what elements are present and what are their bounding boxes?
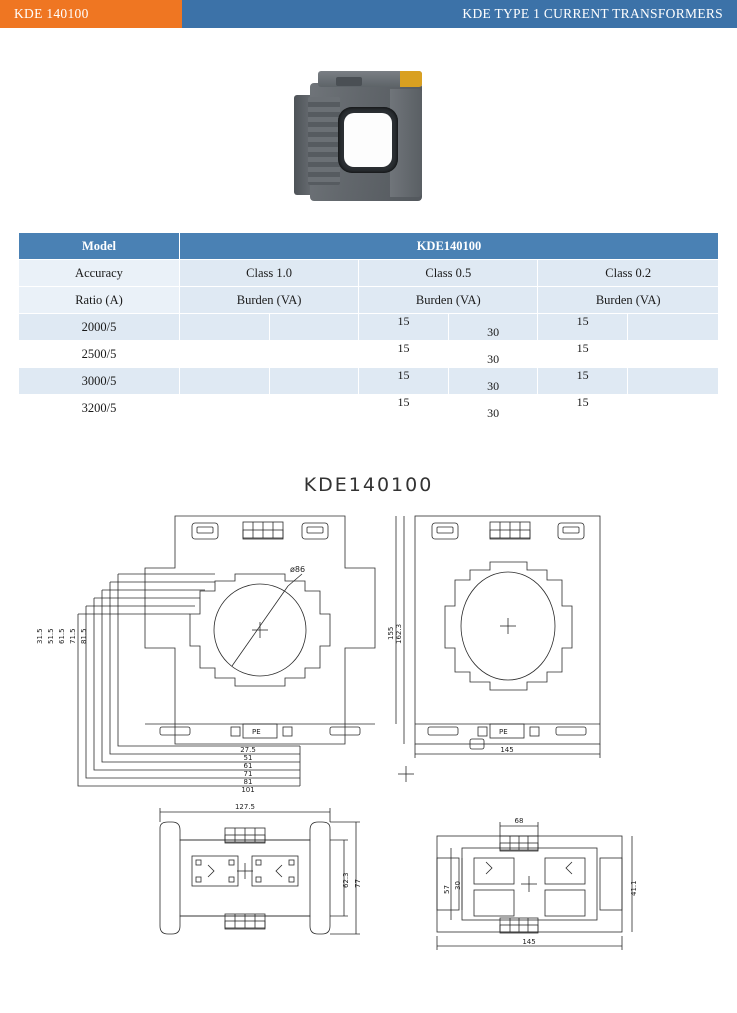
top-view bbox=[160, 808, 360, 934]
table-row bbox=[19, 341, 719, 368]
header-model-code: KDE 140100 bbox=[0, 0, 182, 28]
burden-c05-a: 15 bbox=[359, 395, 449, 422]
dim-hole-diameter: ø86 bbox=[290, 565, 306, 574]
front-pe-label: PE bbox=[252, 728, 261, 736]
dim-bus-81-5: 81.5 bbox=[80, 628, 88, 644]
dim-top-77: 77 bbox=[354, 879, 362, 888]
bottom-view bbox=[437, 822, 632, 950]
photo-orange-tab bbox=[400, 71, 422, 87]
ratio-value: 2500/5 bbox=[19, 341, 180, 368]
burden-c02-a: 15 bbox=[538, 368, 628, 395]
dim-bus-31-5: 31.5 bbox=[36, 628, 44, 644]
accuracy-class-1: Class 1.0 bbox=[180, 260, 359, 287]
header-title: KDE TYPE 1 CURRENT TRANSFORMERS bbox=[182, 0, 737, 28]
burden-c02-a: 15 bbox=[538, 314, 628, 341]
dim-bottom-68: 68 bbox=[514, 817, 524, 825]
dim-bottom-145: 145 bbox=[522, 938, 536, 946]
table-row-model bbox=[19, 233, 719, 260]
technical-drawings bbox=[0, 496, 737, 966]
burden-c02-b bbox=[627, 395, 718, 422]
drawing-title: KDE140100 bbox=[303, 474, 434, 496]
dim-bus-71-5: 71.5 bbox=[69, 628, 77, 644]
model-header: Model bbox=[19, 233, 180, 260]
ratio-value: 3000/5 bbox=[19, 368, 180, 395]
product-photo-area bbox=[0, 32, 737, 232]
burden-c02-b bbox=[627, 368, 718, 395]
dim-bottom-57: 57 bbox=[443, 885, 451, 894]
dim-top-62-3: 62.3 bbox=[342, 872, 350, 888]
side-view bbox=[396, 516, 600, 782]
page-header bbox=[0, 0, 737, 28]
ratio-value: 3200/5 bbox=[19, 395, 180, 422]
burden-label-1: Burden (VA) bbox=[180, 287, 359, 314]
dim-bottom-30: 30 bbox=[454, 881, 462, 890]
burden-c05-a: 15 bbox=[359, 341, 449, 368]
burden-c05-a: 15 bbox=[359, 314, 449, 341]
burden-c05-b: 30 bbox=[448, 368, 538, 395]
burden-c10-a bbox=[180, 395, 270, 422]
table-row bbox=[19, 314, 719, 341]
dimension-labels bbox=[36, 565, 638, 946]
burden-c05-b: 30 bbox=[448, 395, 538, 422]
burden-c10-a bbox=[180, 314, 270, 341]
table-row bbox=[19, 368, 719, 395]
dim-side-162-3: 162.3 bbox=[395, 623, 403, 644]
burden-c05-b: 30 bbox=[448, 314, 538, 341]
model-value: KDE140100 bbox=[180, 233, 719, 260]
dim-bottom-71: 71 bbox=[243, 770, 253, 778]
dim-bottom-101: 101 bbox=[241, 786, 255, 794]
burden-c02-b bbox=[627, 314, 718, 341]
photo-window-inner bbox=[344, 113, 392, 167]
dim-top-127-5: 127.5 bbox=[234, 803, 256, 811]
burden-c05-b: 30 bbox=[448, 341, 538, 368]
photo-window-aperture bbox=[338, 107, 398, 173]
photo-top-bar bbox=[318, 71, 422, 87]
accuracy-class-2: Class 0.5 bbox=[359, 260, 538, 287]
dim-side-145: 145 bbox=[500, 746, 514, 754]
burden-c10-b bbox=[269, 341, 359, 368]
dim-bus-61-5: 61.5 bbox=[58, 628, 66, 644]
dim-bus-51-5: 51.5 bbox=[47, 628, 55, 644]
photo-ribs bbox=[308, 97, 340, 185]
spec-table-wrap bbox=[0, 232, 737, 422]
side-pe-label: PE bbox=[499, 728, 508, 736]
current-transformer-photo bbox=[294, 55, 444, 210]
burden-c02-a: 15 bbox=[538, 395, 628, 422]
ratio-value: 2000/5 bbox=[19, 314, 180, 341]
burden-c10-b bbox=[269, 395, 359, 422]
table-row bbox=[19, 395, 719, 422]
burden-c10-a bbox=[180, 368, 270, 395]
table-row-burden bbox=[19, 287, 719, 314]
burden-label-3: Burden (VA) bbox=[538, 287, 719, 314]
dim-bottom-27-5: 27.5 bbox=[240, 746, 256, 754]
dim-bottom-41-1: 41.1 bbox=[630, 880, 638, 896]
burden-c10-a bbox=[180, 341, 270, 368]
burden-c10-b bbox=[269, 368, 359, 395]
specification-table bbox=[18, 232, 719, 422]
dim-bottom-61: 61 bbox=[243, 762, 253, 770]
dim-bottom-51: 51 bbox=[243, 754, 253, 762]
dim-bottom-81: 81 bbox=[243, 778, 253, 786]
accuracy-label: Accuracy bbox=[19, 260, 180, 287]
front-view bbox=[78, 516, 375, 786]
burden-c02-b bbox=[627, 341, 718, 368]
table-row-accuracy bbox=[19, 260, 719, 287]
burden-label-2: Burden (VA) bbox=[359, 287, 538, 314]
ratio-label: Ratio (A) bbox=[19, 287, 180, 314]
photo-terminal-block bbox=[336, 77, 362, 86]
dim-side-155: 155 bbox=[387, 626, 395, 640]
burden-c05-a: 15 bbox=[359, 368, 449, 395]
burden-c10-b bbox=[269, 314, 359, 341]
accuracy-class-3: Class 0.2 bbox=[538, 260, 719, 287]
burden-c02-a: 15 bbox=[538, 341, 628, 368]
drawings-svg bbox=[0, 496, 737, 966]
